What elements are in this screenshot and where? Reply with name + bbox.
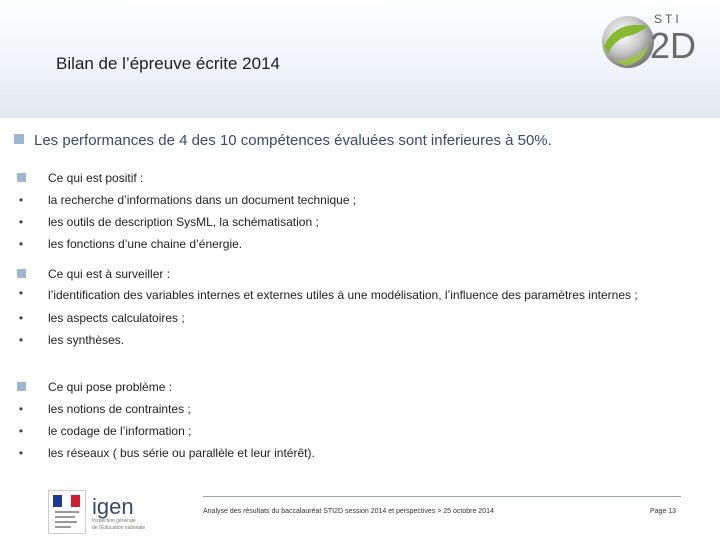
section-surveiller xyxy=(14,263,704,351)
bullet-dot-icon: • xyxy=(18,446,24,460)
square-bullet-icon xyxy=(14,263,28,285)
section-heading: Ce qui pose problème : xyxy=(48,380,173,394)
marianne-logo xyxy=(48,490,86,534)
igen-subtitle-2: de l’Éducation nationale xyxy=(92,525,146,531)
section-positif xyxy=(14,167,704,255)
logo-2d-text: 2D xyxy=(650,25,697,66)
page-number: Page 13 xyxy=(650,508,677,515)
list-item: les outils de description SysML, la schématisation ; xyxy=(48,215,319,229)
square-bullet-icon xyxy=(14,167,28,189)
list-item: les notions de contraintes ; xyxy=(48,402,191,416)
igen-subtitle-1: Inspection générale xyxy=(92,518,136,524)
list-item: les synthèses. xyxy=(48,333,125,347)
square-bullet-icon xyxy=(14,376,28,398)
list-item: les aspects calculatoires ; xyxy=(48,311,185,325)
list-item: la recherche d’informations dans un document technique ; xyxy=(48,193,357,207)
list-item: le codage de l’information ; xyxy=(48,424,192,438)
page-title: Bilan de l’épreuve écrite 2014 xyxy=(56,54,280,73)
footer-text: Analyse des résultats du baccalauréat STI2D session 2014 et perspectives > 25 octobre 2014 xyxy=(203,508,494,515)
bullet-dot-icon: • xyxy=(18,215,24,229)
headline-text: Les performances de 4 des 10 compétences évaluées sont inferieures à 50%. xyxy=(34,132,552,149)
bullet-dot-icon: • xyxy=(18,237,24,251)
section-probleme xyxy=(14,376,704,464)
bullet-dot-icon: • xyxy=(18,311,24,325)
headline xyxy=(14,132,714,149)
square-bullet-icon xyxy=(14,134,24,144)
list-item: l’identification des variables internes et externes utiles à une modélisation, l’influence des paramètres internes ; xyxy=(48,288,638,302)
list-item: les fonctions d’une chaine d’énergie. xyxy=(48,237,243,251)
section-heading: Ce qui est positif : xyxy=(48,171,144,185)
section-heading: Ce qui est à surveiller : xyxy=(48,267,171,281)
igen-logo xyxy=(92,496,192,536)
list-item: les réseaux ( bus série ou parallèle et leur intérêt). xyxy=(48,446,315,460)
bullet-dot-icon: • xyxy=(18,402,24,416)
igen-name: igen xyxy=(92,494,134,519)
logo-sti-text: STI xyxy=(654,12,682,26)
footer-divider xyxy=(203,496,681,497)
sti2d-logo xyxy=(598,6,710,72)
bullet-dot-icon: • xyxy=(18,333,24,347)
bullet-dot-icon: • xyxy=(18,193,24,207)
bullet-dot-icon: • xyxy=(18,286,24,300)
bullet-dot-icon: • xyxy=(18,424,24,438)
